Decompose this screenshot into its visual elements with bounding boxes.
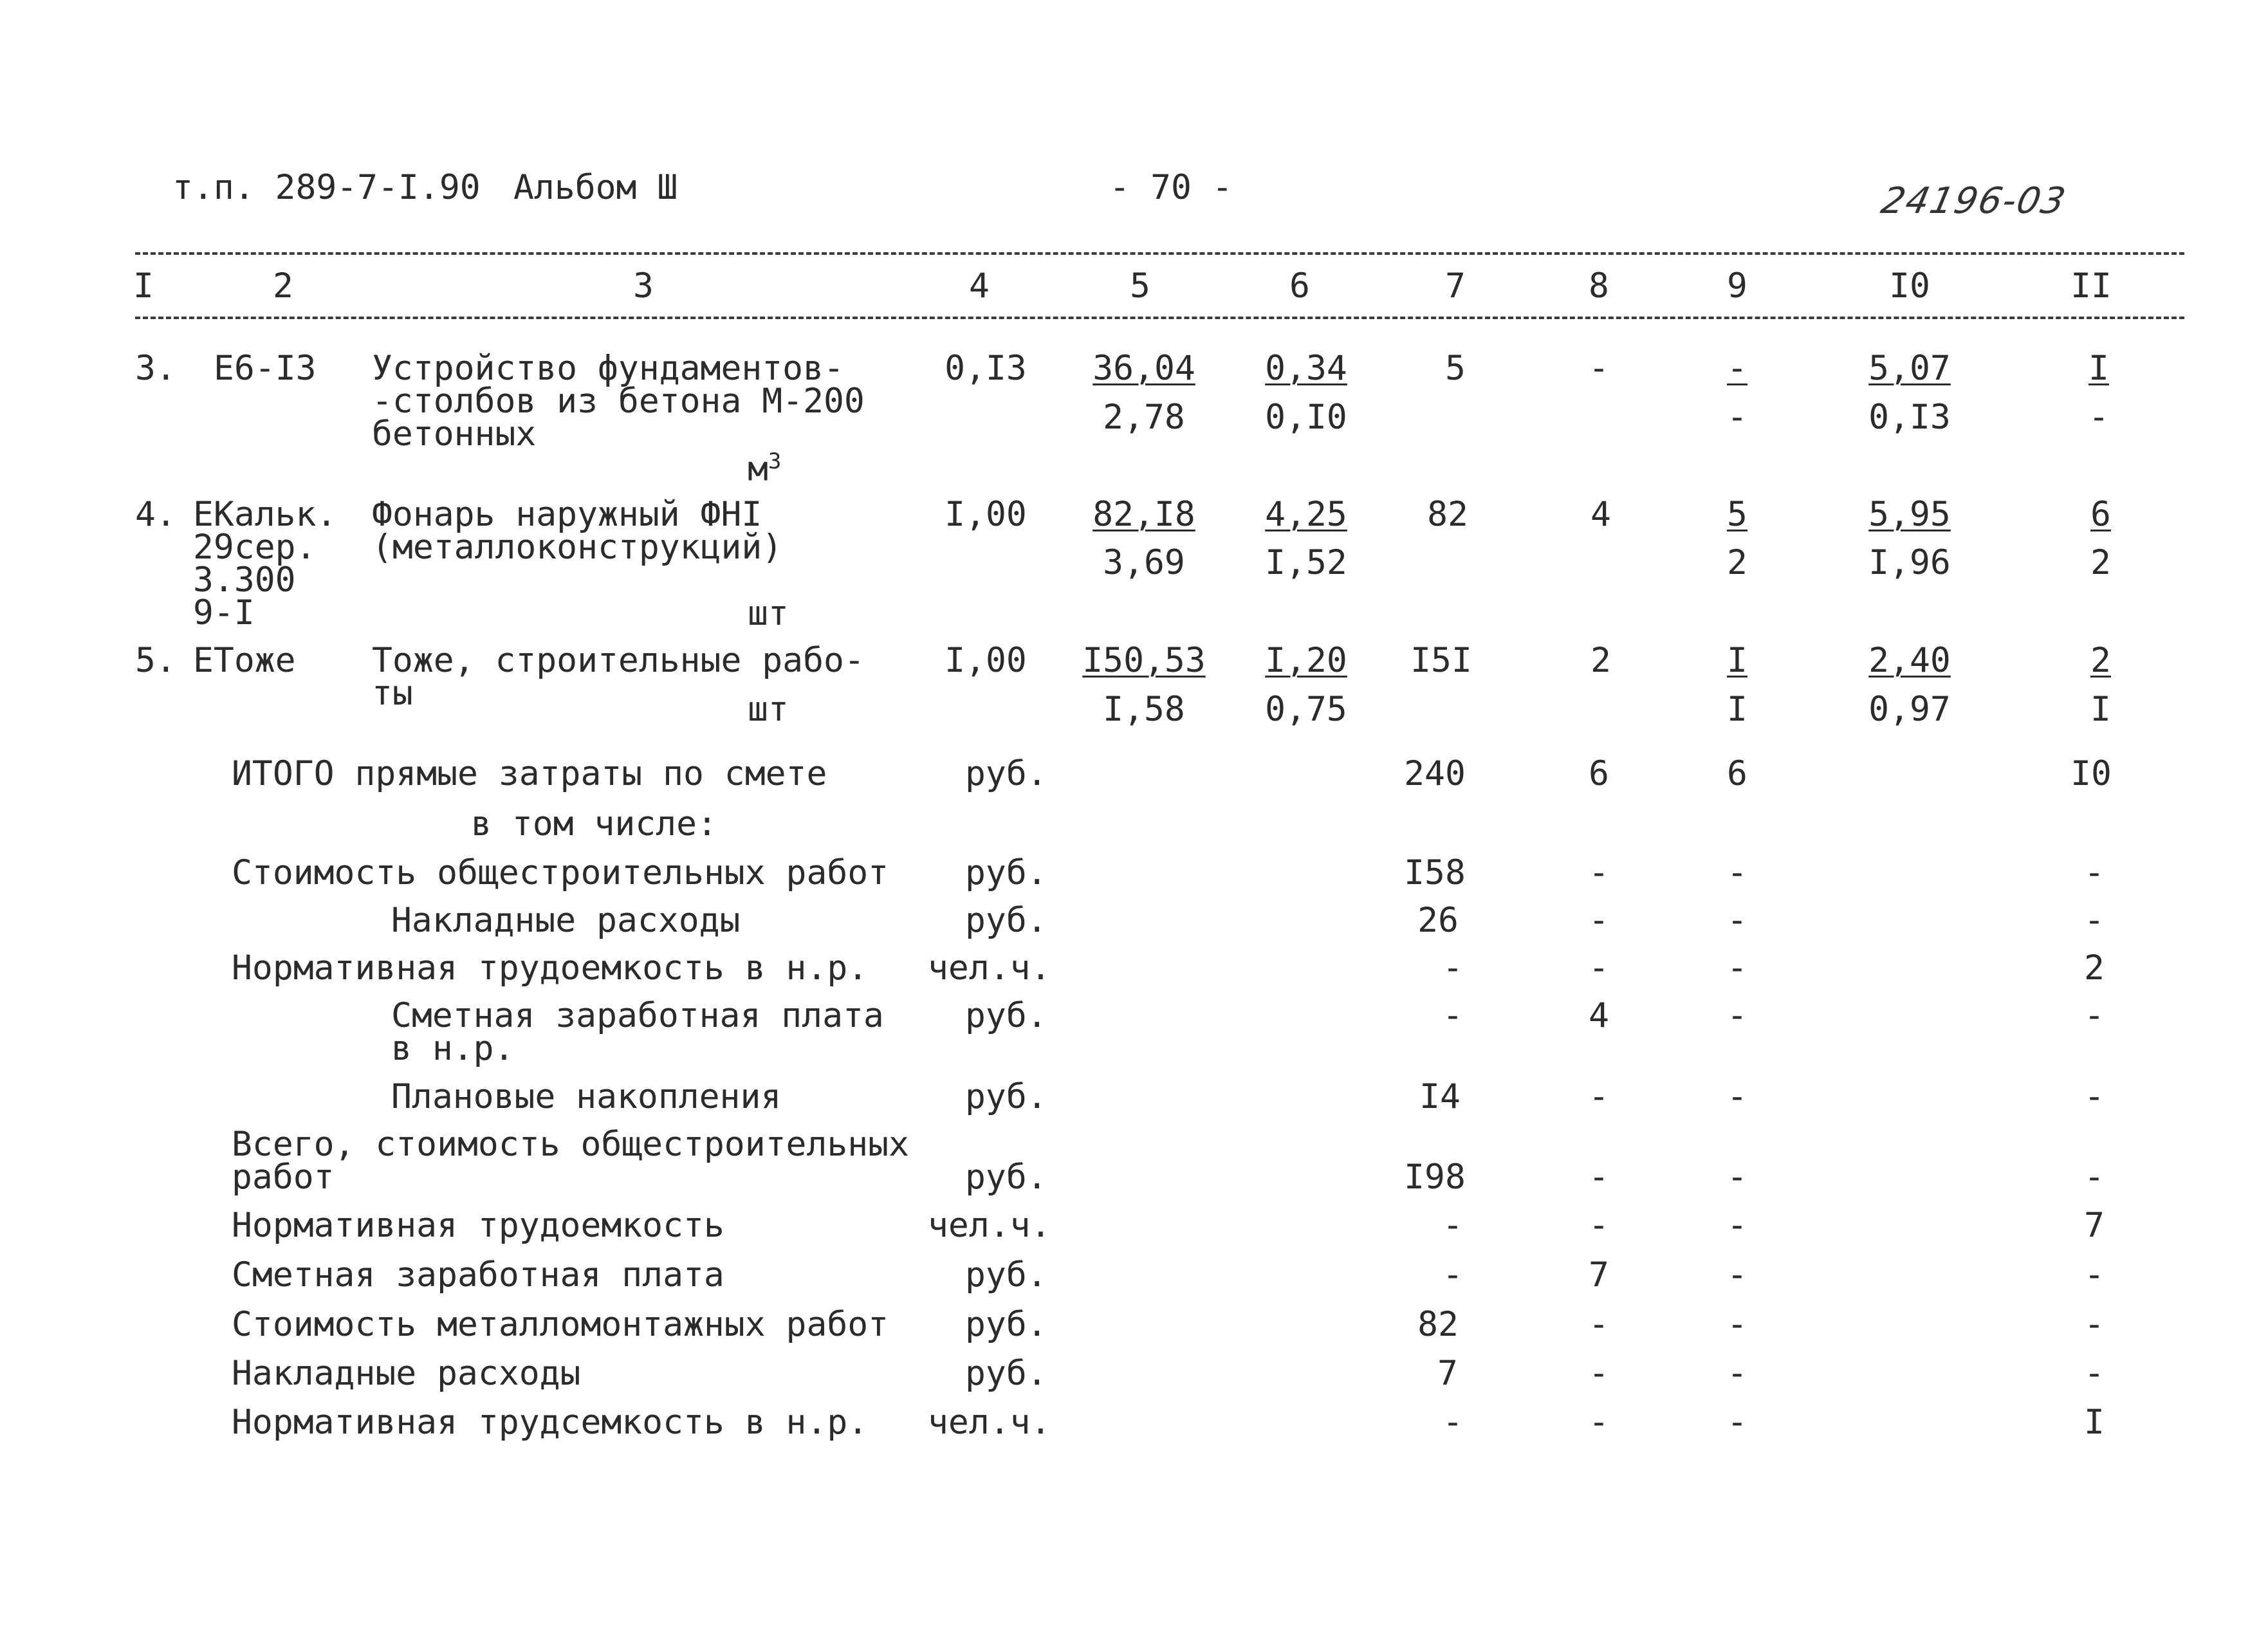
summary-label: ИТОГО прямые затраты по смете [232, 754, 827, 793]
col9-top: I [1727, 641, 1747, 680]
summary-col9: - [1727, 1158, 1747, 1197]
summary-unit: руб. [965, 1354, 1047, 1393]
col5-bottom: 3,69 [1103, 543, 1185, 582]
col11-bottom: 2 [2090, 543, 2111, 582]
quantity: I,00 [945, 641, 1027, 680]
summary-label: Нормативная трудоемкость [232, 1206, 724, 1245]
col8-value: 4 [1590, 495, 1611, 534]
col-header-9: 9 [1727, 266, 1747, 306]
summary-col8: - [1589, 853, 1609, 892]
col-header-11: II [2070, 266, 2112, 306]
summary-label: Сметная заработная плата [232, 1255, 724, 1295]
summary-col11: - [2084, 1158, 2105, 1197]
summary-col8: - [1589, 1354, 1609, 1393]
col11-bottom: - [2088, 398, 2109, 437]
summary-col8: 7 [1589, 1255, 1609, 1295]
summary-col7: I58 [1404, 853, 1466, 892]
header-bottom-rule [135, 317, 2184, 319]
col5-top: I50,53 [1082, 641, 1206, 680]
col-header-5: 5 [1130, 266, 1150, 306]
unit-of-measure [748, 448, 782, 489]
summary-col11: I0 [2070, 754, 2112, 793]
col7-value: I5I [1410, 641, 1472, 680]
summary-col11: - [2084, 1305, 2105, 1344]
summary-col11: - [2084, 996, 2105, 1035]
summary-col7: - [1443, 1206, 1463, 1245]
summary-col9: - [1727, 901, 1747, 940]
col11-top: I [2088, 349, 2109, 388]
summary-col9: - [1727, 853, 1747, 892]
summary-col7: 82 [1417, 1305, 1459, 1344]
col5-top: 36,04 [1093, 349, 1195, 388]
summary-unit: чел.ч. [928, 1403, 1051, 1442]
col10-top: 5,07 [1868, 349, 1951, 388]
summary-label: Накладные расходы [232, 1354, 581, 1393]
summary-col7: - [1443, 1255, 1463, 1295]
summary-col11: - [2084, 1354, 2105, 1393]
col-header-8: 8 [1589, 266, 1609, 306]
summary-col9: - [1727, 1255, 1747, 1295]
work-name-line: (металлоконструкций) [372, 528, 783, 567]
summary-col9: - [1727, 1354, 1747, 1393]
summary-col11: 7 [2084, 1206, 2105, 1245]
summary-col7: 26 [1417, 901, 1459, 940]
col10-bottom: 0,97 [1868, 690, 1951, 729]
col5-top: 82,I8 [1093, 495, 1195, 534]
summary-label: Нормативная трудоемкость в н.р. [232, 948, 869, 988]
col-header-10: I0 [1889, 266, 1930, 306]
col10-top: 5,95 [1868, 495, 1951, 534]
work-name-line: -столбов из бетона М-200 [372, 382, 865, 421]
summary-col8: - [1589, 1305, 1609, 1344]
summary-col8: - [1589, 901, 1609, 940]
col9-top: 5 [1727, 495, 1747, 534]
summary-unit: руб. [965, 1158, 1047, 1197]
summary-unit: руб. [965, 1305, 1047, 1344]
summary-col11: - [2084, 1077, 2105, 1116]
summary-col8: - [1589, 948, 1609, 988]
col10-bottom: I,96 [1868, 543, 1951, 582]
header-top-rule [135, 252, 2184, 255]
summary-unit: чел.ч. [928, 948, 1051, 988]
col6-bottom: 0,75 [1265, 690, 1347, 729]
rate-code-line: 29сер. [193, 528, 317, 567]
summary-label: Стоимость общестроительных работ [232, 853, 889, 892]
summary-col8: - [1589, 1403, 1609, 1442]
summary-label: Сметная заработная плата [391, 996, 884, 1035]
summary-col7: - [1443, 996, 1463, 1035]
summary-col7: I4 [1419, 1077, 1461, 1116]
col6-bottom: 0,I0 [1265, 398, 1347, 437]
summary-unit: руб. [965, 996, 1047, 1035]
col-header-3: 3 [633, 266, 654, 306]
summary-col7: I98 [1404, 1158, 1466, 1197]
summary-label-line2: в н.р. [391, 1029, 515, 1068]
rate-code-line: Е6-I3 [214, 349, 317, 388]
col6-top: I,20 [1265, 641, 1347, 680]
summary-label-line2: работ [232, 1158, 335, 1197]
summary-col8: 6 [1589, 754, 1609, 793]
document-reference: т.п. 289-7-I.90 [172, 168, 481, 207]
summary-unit: руб. [965, 1077, 1047, 1116]
summary-col9: - [1727, 1403, 1747, 1442]
col-header-7: 7 [1445, 266, 1466, 306]
summary-col8: - [1589, 1206, 1609, 1245]
unit-of-measure: шт [748, 690, 789, 729]
summary-col9: - [1727, 1206, 1747, 1245]
summary-col7: 7 [1437, 1354, 1458, 1393]
summary-col9: 6 [1727, 754, 1747, 793]
summary-col11: 2 [2084, 948, 2105, 988]
unit-superscript: 3 [768, 448, 782, 474]
rate-code-line: 3.300 [193, 560, 296, 600]
col6-top: 0,34 [1265, 349, 1347, 388]
col5-bottom: 2,78 [1103, 398, 1185, 437]
summary-col11: - [2084, 853, 2105, 892]
summary-col11: - [2084, 1255, 2105, 1295]
col8-value: - [1589, 349, 1609, 388]
col-header-4: 4 [969, 266, 990, 306]
col9-top: - [1727, 349, 1747, 388]
summary-unit: руб. [965, 754, 1047, 793]
col8-value: 2 [1590, 641, 1611, 680]
work-name-line: ты [372, 674, 413, 713]
summary-label: Всего, стоимость общестроительных [232, 1125, 909, 1164]
quantity: 0,I3 [945, 349, 1027, 388]
row-number: 4. [135, 495, 176, 534]
col5-bottom: I,58 [1103, 690, 1185, 729]
work-name-line: Тоже, строительные рабо- [372, 641, 865, 680]
col11-bottom: I [2090, 690, 2111, 729]
col7-value: 82 [1427, 495, 1468, 534]
summary-label: Нормативная трудсемкость в н.р. [232, 1403, 869, 1442]
col6-top: 4,25 [1265, 495, 1347, 534]
summary-col7: - [1443, 1403, 1463, 1442]
col9-bottom: 2 [1727, 543, 1747, 582]
unit-of-measure: шт [748, 594, 789, 633]
col9-bottom: I [1727, 690, 1747, 729]
work-name-line: бетонных [372, 414, 537, 454]
summary-col9: - [1727, 948, 1747, 988]
summary-col9: - [1727, 1077, 1747, 1116]
row-number: 3. [135, 349, 176, 388]
row-number: 5. [135, 641, 176, 680]
summary-col8: 4 [1589, 996, 1609, 1035]
summary-col8: - [1589, 1077, 1609, 1116]
col-header-2: 2 [273, 266, 293, 306]
handwritten-code: 24196-03 [1877, 180, 2070, 222]
col10-top: 2,40 [1868, 641, 1951, 680]
rate-code-line: ЕКальк. [193, 495, 337, 534]
col6-bottom: I,52 [1265, 543, 1347, 582]
col-header-6: 6 [1289, 266, 1310, 306]
summary-label: Стоимость металломонтажных работ [232, 1305, 889, 1344]
summary-col9: - [1727, 996, 1747, 1035]
summary-subheading: в том числе: [471, 804, 717, 844]
work-name-line: Фонарь наружный ФНI [372, 495, 762, 534]
col11-top: 6 [2090, 495, 2111, 534]
summary-label: Плановые накопления [391, 1077, 782, 1116]
col7-value: 5 [1445, 349, 1466, 388]
summary-unit: руб. [965, 853, 1047, 892]
rate-code-line: 9-I [193, 593, 255, 632]
summary-unit: руб. [965, 901, 1047, 940]
summary-unit: руб. [965, 1255, 1047, 1295]
summary-col8: - [1589, 1158, 1609, 1197]
rate-code-line: ЕТоже [193, 641, 296, 680]
work-name-line: Устройство фундаментов- [372, 349, 844, 388]
page-number: - 70 - [1109, 168, 1233, 207]
summary-col11: I [2084, 1403, 2105, 1442]
summary-col11: - [2084, 901, 2105, 940]
summary-col9: - [1727, 1305, 1747, 1344]
album-label: Альбом Ш [513, 168, 678, 207]
summary-unit: чел.ч. [928, 1206, 1051, 1245]
unit-text: м [748, 449, 768, 489]
col9-bottom: - [1727, 398, 1747, 437]
summary-label: Накладные расходы [391, 901, 741, 940]
col10-bottom: 0,I3 [1868, 398, 1951, 437]
col11-top: 2 [2090, 641, 2111, 680]
summary-col7: - [1443, 948, 1463, 988]
quantity: I,00 [945, 495, 1027, 534]
col-header-1: I [133, 266, 154, 306]
summary-col7: 240 [1404, 754, 1466, 793]
